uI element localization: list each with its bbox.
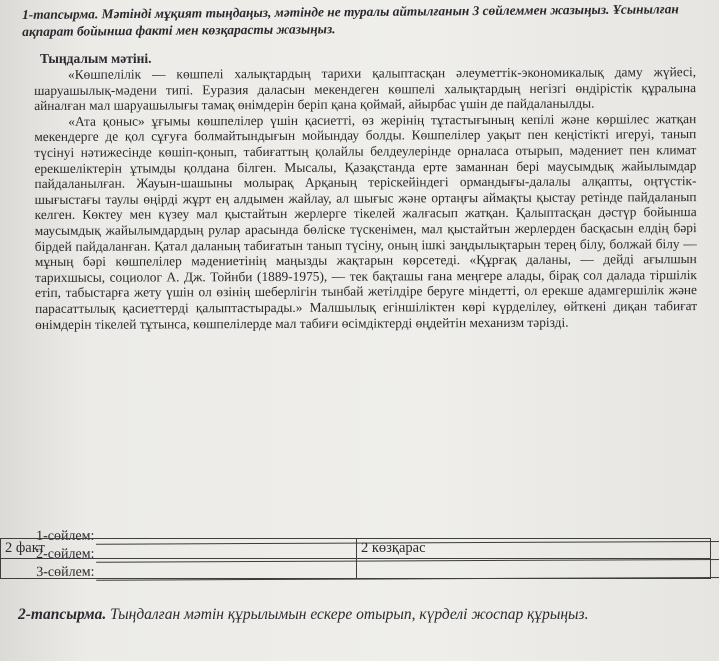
paragraph-1: «Көшпелілік — көшпелі халықтардың тарихи қалыптасқан әлеуметтік-экономикалық даму жүйесі, шаруашылық-мәдени типі. Еуразия даласын мекендеген көшпелі халықтардың негізгі өндірістік құралына айналған мал шаруашылығы тамақ өнімдерін беріп қана қоймай, айырбас үшін де пайдаланылды. xyxy=(34,64,697,114)
table-header-row xyxy=(1,539,711,559)
sentence-1-label: 1-сөйлем: xyxy=(36,529,95,545)
task-2-instructions xyxy=(18,606,708,624)
task-2-text: Тыңдалған мәтін құрылымын ескере отырып, күрделі жоспар құрыңыз. xyxy=(110,606,589,623)
listening-text-title: Тыңдалым мәтіні. xyxy=(40,51,152,66)
sentence-3-label: 3-сөйлем: xyxy=(36,565,95,581)
table-row xyxy=(1,559,711,579)
opinion-cell[interactable] xyxy=(357,559,711,579)
paragraph-2: «Ата қоныс» ұғымы көшпелілер үшін қасиетті, өз жерінің тұтастығының кепілі және көршілес жатқан мекендерге де қол сұғуға болмайтындығын мойындау болды. Көшпелілер уақыт пен кеңістікті игеруі, танып түсінуі нәтижесінде көшіп-қонып, табиғаттың қолайлы белдеулерінде орналаса отырып, мәдениет пен климат ерекшеліктерін ұтымды қолдана білген. Мысалы, Қазақстанда ерте заманнан бері маусымдық жайылымдар пайдаланылған. Жауын-шашыны молырақ Арқаның теріскейіндегі ормандығы-далалы алқапты, оңтүстік-шығыстағы таулы өңірді жұрт ең алдымен жайлау, ал шығыс және ортаңғы аймақты қыстау ретінде пайдаланып келген. Көктеу мен күзеу мал қыстайтын жерлерге тікелей жалғасып жатқан. Қалыптасқан дәстүр бойынша маусымдық жайылымдардың рулар арасында бөліске түскенімен, мал қыстайтын жерлерден басқасын елдің бәрі бірдей пайдаланған. Қатал даланың табиғатын танып түсіну, оның ішкі заңдылықтарын терең білу, болжай білу — мұның бәрі көшпелілер мәдениетінің маңызды жақтарын көрсетеді. «Құрғақ даланы, — дейді ағылшын тарихшысы, социолог А. Дж. Тойнби (1889-1975), — тек бақташы ғана меңгере алады, бірақ сол далада тіршілік етіп, табыстарға жету үшін ол өзінің шеберлігін тынбай жетілдіре беруге міндетті, ол ерекше адамгершілік және парасаттылық қасиеттерді қалыптастырады.» Малшылық егіншіліктен көрі күрделілеу, өйткені диқан табиғат өнімдерін тікелей тұтынса, көшпелілерде мал табиғи өсімдіктерді өңдейтін механизм тәрізді. xyxy=(34,110,698,332)
task-1-number: 1-тапсырма. xyxy=(22,6,99,22)
task-1-instructions xyxy=(22,0,702,40)
fact-column-header: 2 факт xyxy=(1,539,357,559)
task-2-number: 2-тапсырма. xyxy=(18,606,107,623)
fact-cell[interactable] xyxy=(1,559,357,579)
task-1-text: Мәтінді мұқият тыңдаңыз, мәтінде не туралы айтылғанын 3 сөйлеммен жазыңыз. Ұсынылған ақпарат бойынша факті мен көзқарасты жазыңыз. xyxy=(22,1,679,39)
fact-opinion-table xyxy=(0,538,711,579)
sentence-2-label: 2-сөйлем: xyxy=(36,547,95,563)
opinion-column-header: 2 көзқарас xyxy=(357,539,711,559)
